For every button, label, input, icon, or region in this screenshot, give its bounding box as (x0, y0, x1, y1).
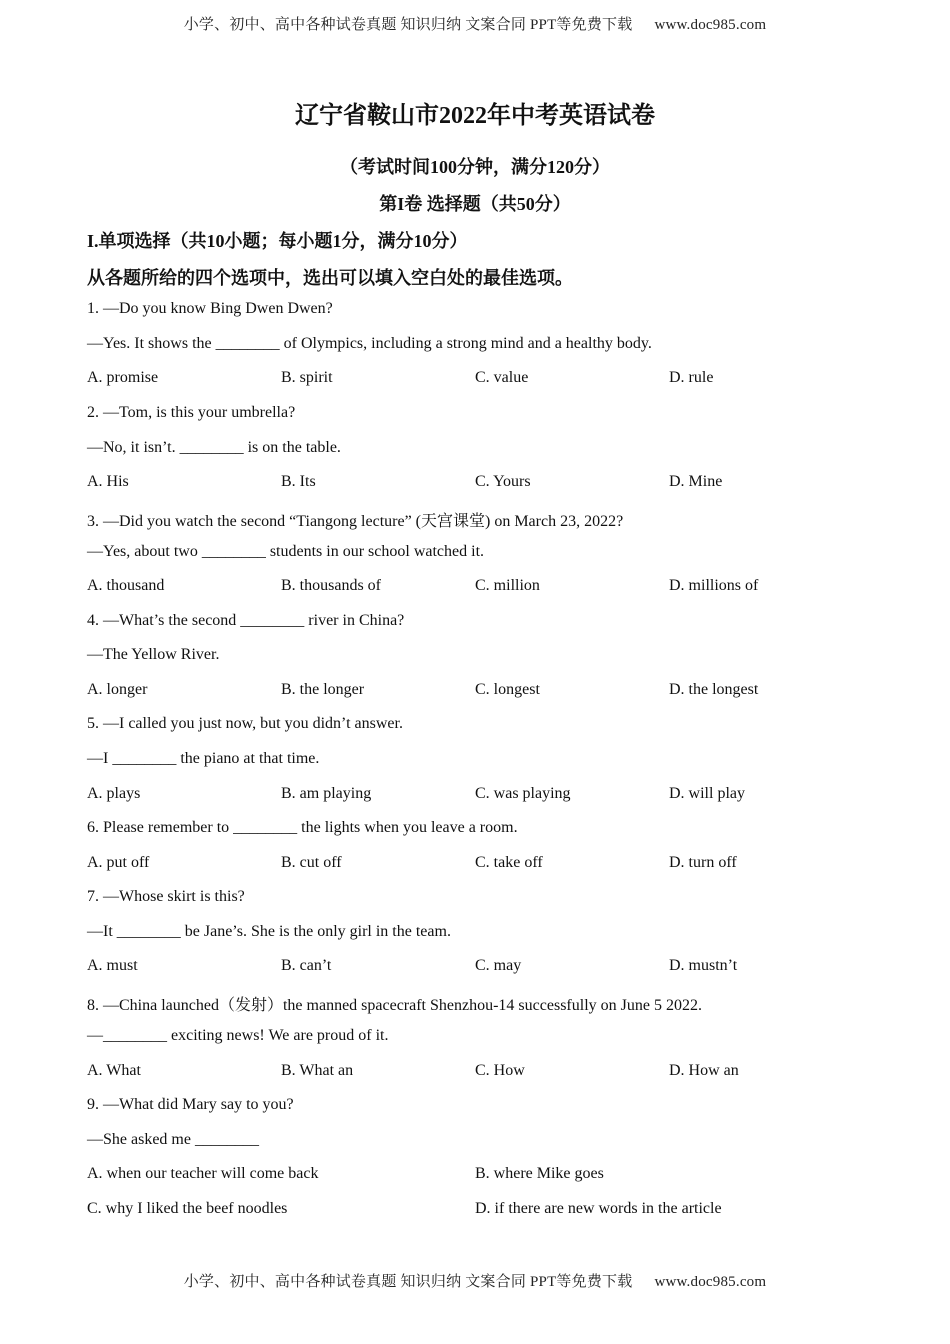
option-c: C. How (475, 1062, 525, 1079)
question-7-stem: 7. —Whose skirt is this? (87, 888, 245, 905)
option-c: C. may (475, 957, 522, 974)
question-8-options (87, 1062, 887, 1084)
option-b: B. What an (281, 1062, 354, 1079)
question-3-stem: 3. —Did you watch the second “Tiangong lecture” (天宫课堂) on March 23, 2022? (87, 513, 624, 530)
question-7-options (87, 957, 887, 979)
part-title: 第I卷 选择题（共50分） (379, 194, 571, 214)
question-4-response: —The Yellow River. (87, 646, 220, 663)
question-2-options (87, 473, 887, 495)
question-2-stem: 2. —Tom, is this your umbrella? (87, 404, 296, 421)
banner-text: 小学、初中、高中各种试卷真题 知识归纳 文案合同 PPT等免费下载 (183, 1274, 633, 1290)
option-a: A. promise (87, 369, 159, 386)
question-2-response: —No, it isn’t. ________ is on the table. (87, 439, 341, 456)
option-c: C. why I liked the beef noodles (87, 1200, 288, 1217)
option-a: A. when our teacher will come back (87, 1165, 319, 1182)
question-9-options-row-2 (87, 1200, 887, 1222)
question-6-stem: 6. Please remember to ________ the lights when you leave a room. (87, 819, 518, 836)
option-a: A. thousand (87, 577, 165, 594)
option-b: B. cut off (281, 854, 342, 871)
question-5-response: —I ________ the piano at that time. (87, 750, 320, 767)
header-banner (0, 13, 950, 34)
option-d: D. How an (669, 1062, 739, 1079)
option-d: D. the longest (669, 681, 759, 698)
question-7-response: —It ________ be Jane’s. She is the only girl in the team. (87, 923, 451, 940)
question-3-options (87, 577, 887, 599)
question-8-stem: 8. —China launched（发射）the manned spacecraft Shenzhou-14 successfully on June 5 2022. (87, 997, 702, 1014)
question-9-stem: 9. —What did Mary say to you? (87, 1096, 294, 1113)
question-4-options (87, 681, 887, 703)
option-a: A. His (87, 473, 129, 490)
option-a: A. plays (87, 785, 141, 802)
option-a: A. put off (87, 854, 150, 871)
question-1-options (87, 369, 887, 391)
question-3-response: —Yes, about two ________ students in our school watched it. (87, 543, 485, 560)
option-d: D. Mine (669, 473, 723, 490)
option-b: B. spirit (281, 369, 333, 386)
exam-info: （考试时间100分钟，满分120分） (340, 157, 610, 177)
option-d: D. mustn’t (669, 957, 738, 974)
section-heading: I.单项选择（共10小题；每小题1分，满分10分） (87, 231, 468, 251)
option-a: A. must (87, 957, 138, 974)
option-d: D. will play (669, 785, 745, 802)
option-d: D. millions of (669, 577, 759, 594)
option-d: D. turn off (669, 854, 737, 871)
option-c: C. was playing (475, 785, 571, 802)
question-1-response: —Yes. It shows the ________ of Olympics, including a strong mind and a healthy body. (87, 335, 652, 352)
option-b: B. where Mike goes (475, 1165, 604, 1182)
option-c: C. take off (475, 854, 543, 871)
question-4-stem: 4. —What’s the second ________ river in China? (87, 612, 405, 629)
banner-text: 小学、初中、高中各种试卷真题 知识归纳 文案合同 PPT等免费下载 (183, 17, 633, 33)
option-a: A. longer (87, 681, 148, 698)
option-b: B. thousands of (281, 577, 381, 594)
option-b: B. am playing (281, 785, 372, 802)
question-9-options-row-1 (87, 1165, 887, 1187)
question-5-options (87, 785, 887, 807)
option-c: C. Yours (475, 473, 531, 490)
option-c: C. value (475, 369, 529, 386)
question-8-response: —________ exciting news! We are proud of it. (87, 1027, 389, 1044)
question-5-stem: 5. —I called you just now, but you didn’t answer. (87, 715, 403, 732)
exam-title: 辽宁省鞍山市2022年中考英语试卷 (295, 103, 655, 129)
question-6-options (87, 854, 887, 876)
option-b: B. Its (281, 473, 316, 490)
banner-site-link[interactable]: www.doc985.com (654, 1274, 767, 1290)
option-c: C. longest (475, 681, 540, 698)
option-d: D. rule (669, 369, 714, 386)
question-9-response: —She asked me ________ (87, 1131, 259, 1148)
footer-banner (0, 1270, 950, 1291)
question-1-stem: 1. —Do you know Bing Dwen Dwen? (87, 300, 333, 317)
option-d: D. if there are new words in the article (475, 1200, 722, 1217)
option-b: B. the longer (281, 681, 365, 698)
section-instruction: 从各题所给的四个选项中，选出可以填入空白处的最佳选项。 (87, 268, 573, 288)
option-c: C. million (475, 577, 540, 594)
banner-site-link[interactable]: www.doc985.com (654, 17, 767, 33)
option-a: A. What (87, 1062, 141, 1079)
option-b: B. can’t (281, 957, 332, 974)
